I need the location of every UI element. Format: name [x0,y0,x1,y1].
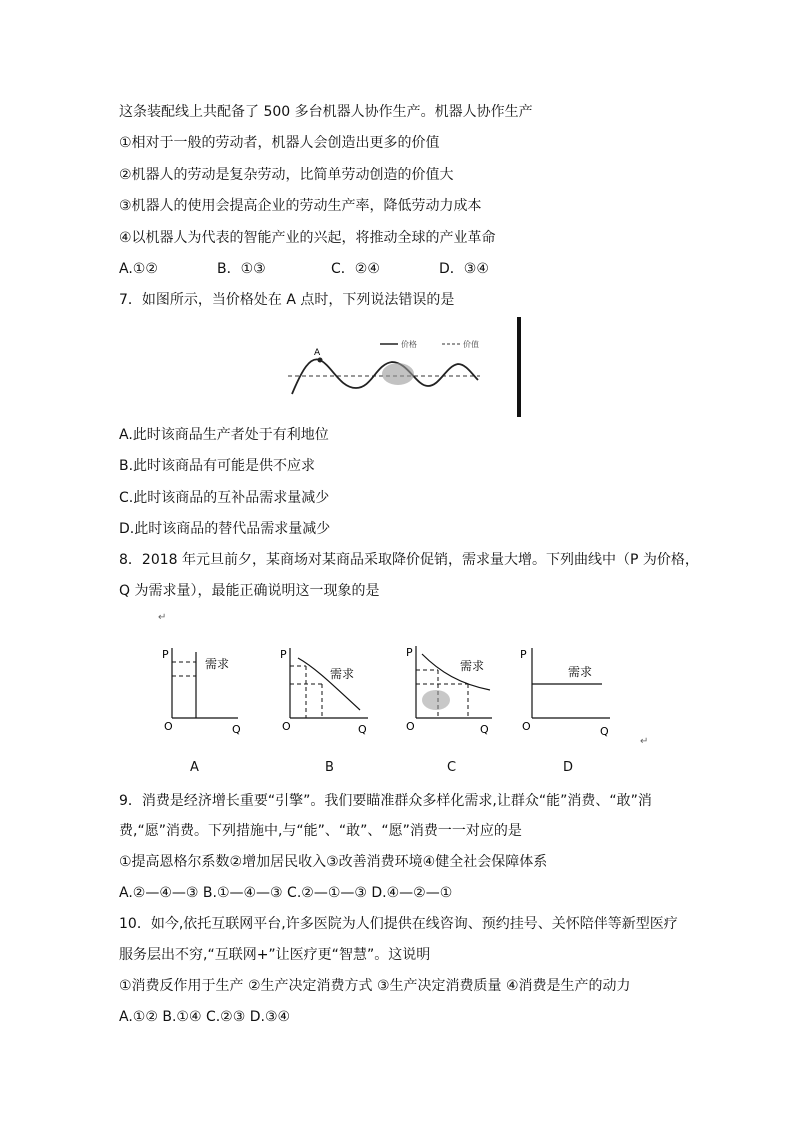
graph-b-q-label: Q [358,723,367,736]
q7-stem: 7．如图所示，当价格处在 A 点时，下列说法错误的是 [119,292,455,308]
q8-graph-b [276,638,386,738]
graph-b-p-label: P [280,648,287,661]
q8-graph-d [516,640,620,740]
q9-stem-line1: 9．消费是经济增长重要“引擎”。我们要瞄准群众多样化需求,让群众“能”消费、“敢”消 [119,793,652,809]
q10-stem-line2: 服务层出不穷,“互联网+”让医疗更“智慧”。这说明 [119,947,431,963]
q7-price-value-figure [280,330,490,402]
q8-label-b: B [325,760,334,775]
graph-d-q-label: Q [600,725,609,738]
q6-item-4: ④以机器人为代表的智能产业的兴起，将推动全球的产业革命 [119,230,496,246]
graph-a-q-label: Q [232,723,241,736]
graph-c-curve-label: 需求 [460,659,485,673]
graph-b-curve-label: 需求 [330,667,355,681]
q8-stem-line2: Q 为需求量），最能正确说明这一现象的是 [119,583,380,599]
legend-value-label: 价值 [463,340,479,349]
graph-a-curve-label: 需求 [205,657,230,671]
q8-graph-a [158,638,258,738]
q6-item-1: ①相对于一般的劳动者，机器人会创造出更多的价值 [119,135,440,151]
q6-option-a: A.①② [119,261,158,277]
legend-price-label: 价格 [401,340,417,349]
q9-items: ①提高恩格尔系数②增加居民收入③改善消费环境④健全社会保障体系 [119,854,548,870]
q8-label-a: A [190,760,199,775]
q8-stem-line1: 8．2018 年元旦前夕，某商场对某商品采取降价促销，需求量大增。下列曲线中（P 为价格， [119,552,699,568]
q7-option-b: B.此时该商品有可能是供不应求 [119,458,316,474]
graph-a-origin: O [164,720,173,733]
q7-option-c: C.此时该商品的互补品需求量减少 [119,490,330,506]
graph-d-origin: O [522,720,531,733]
q6-item-3: ③机器人的使用会提高企业的劳动生产率，降低劳动力成本 [119,198,482,214]
graph-d-p-label: P [520,648,527,661]
graph-c-blurred-mark [422,690,450,710]
q6-stem-tail: 这条装配线上共配备了 500 多台机器人协作生产。机器人协作生产 [119,104,533,120]
return-mark-icon-2: ↵ [640,736,649,747]
graph-c-q-label: Q [480,723,489,736]
graph-d-curve-label: 需求 [568,665,593,679]
graph-c-origin: O [406,720,415,733]
vertical-bar [517,317,521,417]
q8-graph-c [396,636,506,738]
return-mark-icon: ↵ [158,612,167,623]
q6-option-b: B．①③ [217,261,266,277]
point-a-label: A [314,348,321,358]
q8-label-c: C [447,760,457,775]
q6-option-d: D．③④ [439,261,489,277]
q9-options: A.②—④—③ B.①—④—③ C.②—①—③ D.④—②—① [119,885,453,901]
graph-a-p-label: P [162,648,169,661]
q7-option-d: D.此时该商品的替代品需求量减少 [119,521,331,537]
q7-option-a: A.此时该商品生产者处于有利地位 [119,427,329,443]
q10-stem-line1: 10．如今,依托互联网平台,许多医院为人们提供在线咨询、预约挂号、关怀陪伴等新型医疗 [119,916,678,932]
q9-stem-line2: 费,“愿”消费。下列措施中,与“能”、“敢”、“愿”消费一一对应的是 [119,823,522,839]
blurred-mark [382,363,414,385]
graph-c-p-label: P [406,646,413,659]
q10-items: ①消费反作用于生产 ②生产决定消费方式 ③生产决定消费质量 ④消费是生产的动力 [119,978,631,994]
q6-item-2: ②机器人的劳动是复杂劳动，比简单劳动创造的价值大 [119,167,454,183]
graph-b-origin: O [282,720,291,733]
point-a-dot [318,358,323,363]
q6-option-c: C．②④ [331,261,380,277]
q8-label-d: D [563,760,574,775]
q10-options: A.①② B.①④ C.②③ D.③④ [119,1009,291,1025]
